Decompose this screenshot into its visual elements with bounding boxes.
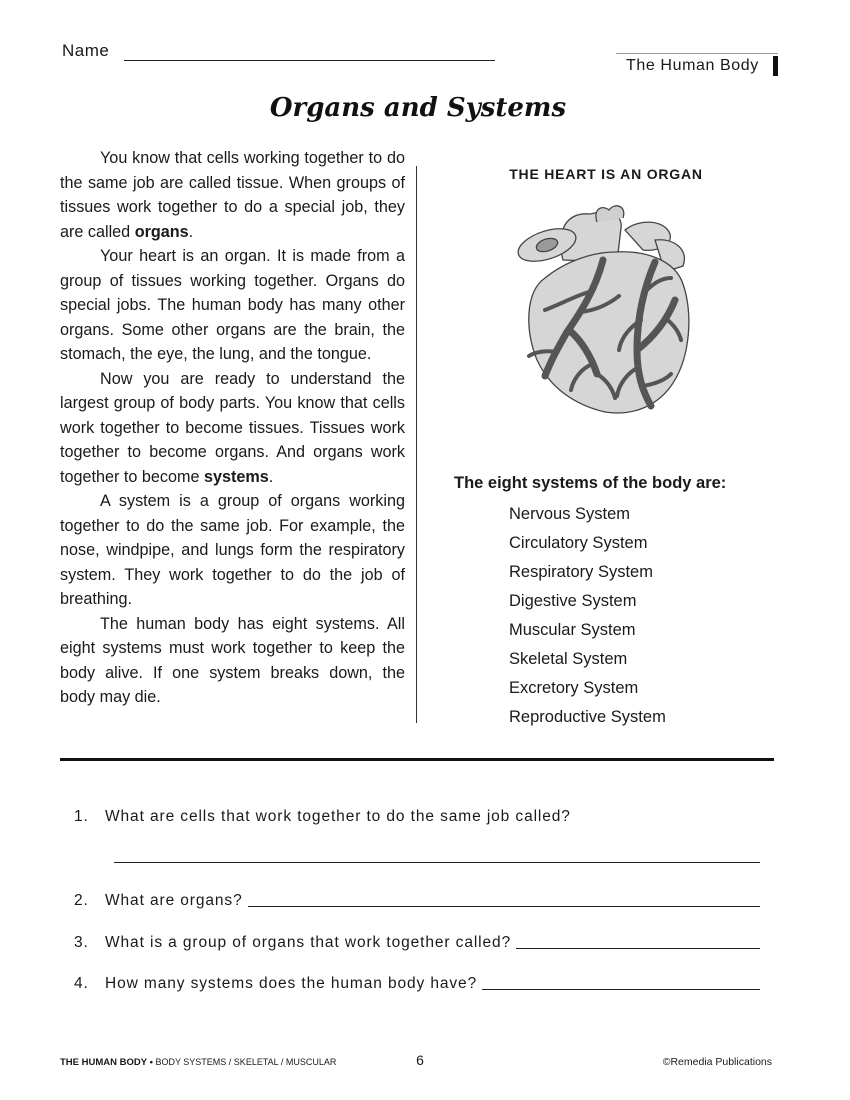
list-item: Reproductive System: [509, 708, 666, 726]
name-input-line[interactable]: [124, 60, 495, 61]
paragraph: A system is a group of organs working together to do the same job. For example, the nose, windpipe, and lungs form the respiratory system. They work together to do the job of breathing.: [60, 492, 405, 608]
question-4: [74, 967, 760, 993]
paragraph: Now you are ready to understand the largest group of body parts. You know that cells work together to become tissues. Tissues work together to become organs. And organs work together to become systems.: [60, 369, 405, 486]
heart-illustration-icon: [505, 200, 705, 416]
answer-line-3[interactable]: [516, 948, 760, 949]
question-2: [74, 884, 760, 910]
list-item: Excretory System: [509, 679, 639, 697]
figure-caption: THE HEART IS AN ORGAN: [509, 166, 703, 182]
question-text: What is a group of organs that work together called?: [105, 934, 512, 951]
list-item: Muscular System: [509, 621, 636, 639]
question-1: [74, 800, 760, 826]
list-item: Circulatory System: [509, 534, 648, 552]
question-number: 1.: [74, 808, 89, 825]
paragraph: You know that cells working together to do the same job are called tissue. When groups of tissues work together to do a special job, they are called organs.: [60, 149, 405, 241]
paragraph: Your heart is an organ. It is made from a group of tissues working together. Organs do special jobs. The human body has many other organs. Some other organs are the brain, the stomach, the eye, the lung, and the tongue.: [60, 247, 405, 363]
systems-heading: The eight systems of the body are:: [454, 474, 727, 492]
answer-line-2[interactable]: [248, 906, 760, 907]
section-tag-bar: [773, 56, 778, 76]
section-title: The Human Body: [626, 57, 759, 74]
publisher: ©Remedia Publications: [662, 1056, 772, 1068]
question-number: 4.: [74, 975, 89, 992]
paragraph: The human body has eight systems. All eight systems must work together to keep the body alive. If one system breaks down, the body may die.: [60, 614, 405, 706]
footer-bullet: •: [149, 1057, 153, 1068]
question-3: [74, 926, 760, 952]
footer-book-title: THE HUMAN BODY: [60, 1057, 148, 1068]
column-divider: [416, 166, 417, 723]
name-label: Name: [62, 41, 110, 60]
page-number: 6: [416, 1052, 424, 1068]
question-text: How many systems does the human body have?: [105, 975, 478, 992]
answer-line-1[interactable]: [114, 862, 760, 863]
list-item: Respiratory System: [509, 563, 653, 581]
systems-list: [509, 502, 666, 734]
section-rule: [60, 758, 774, 761]
page-title: Organs and Systems: [269, 93, 567, 123]
footer-subtitle: BODY SYSTEMS / SKELETAL / MUSCULAR: [155, 1057, 337, 1067]
list-item: Skeletal System: [509, 650, 628, 668]
question-number: 2.: [74, 892, 89, 909]
section-tag: [616, 53, 778, 78]
question-text: What are organs?: [105, 892, 243, 909]
list-item: Nervous System: [509, 505, 631, 523]
reading-passage: [60, 146, 405, 710]
question-text: What are cells that work together to do the same job called?: [105, 808, 571, 825]
question-number: 3.: [74, 934, 89, 951]
list-item: Digestive System: [509, 592, 637, 610]
answer-line-4[interactable]: [482, 989, 760, 990]
